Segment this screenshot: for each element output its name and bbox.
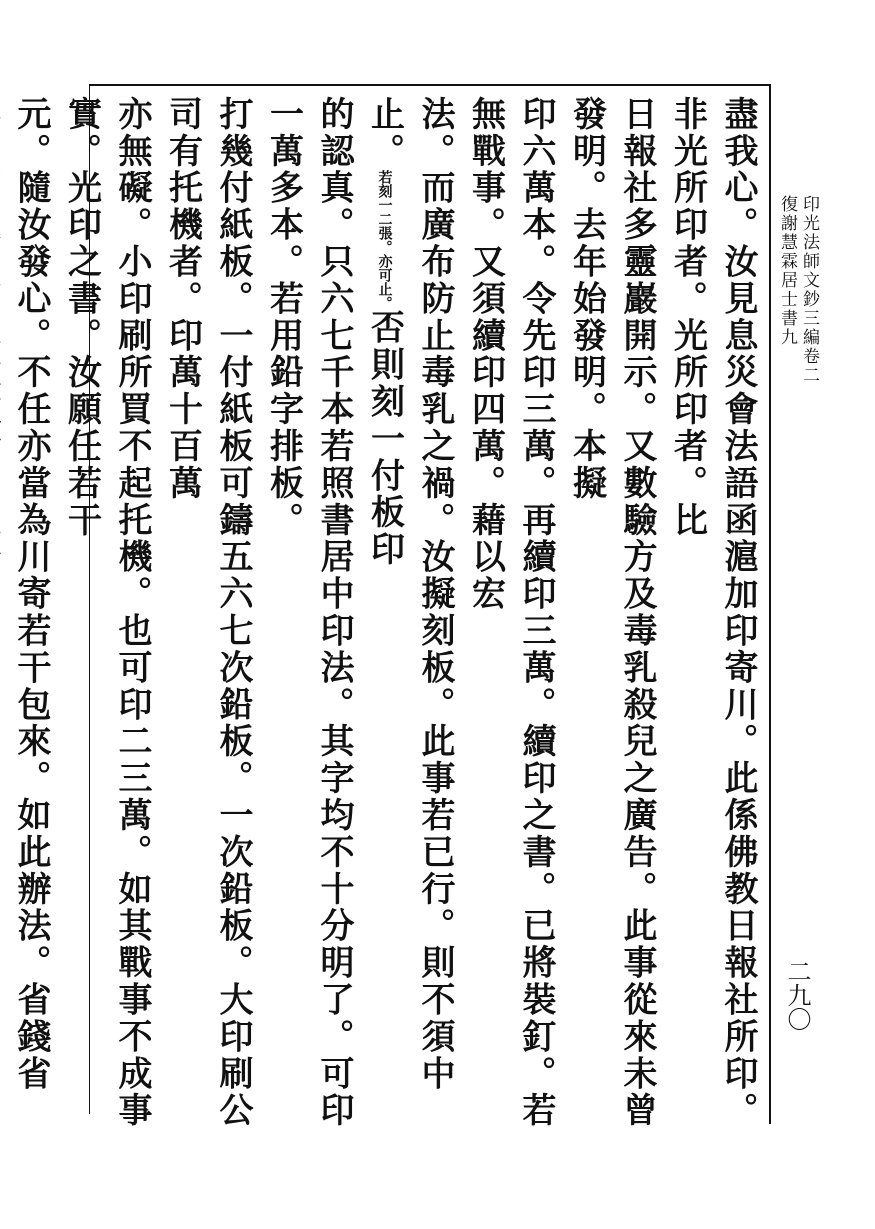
running-head [777,195,820,665]
text-column-4 [359,96,460,1132]
top-frame-rule [89,84,769,86]
text-column-5: 的認真。只六七千本若照書居中印法。其字均不十分明了。可印一萬多本。若用鉛字排板。 [263,96,354,1130]
text-column-6: 打幾付紙板。一付紙板可鑄五六七次鉛板。一次鉛板。大印刷公司有托機者。印萬十百萬 [162,96,253,1130]
page-number: 二九〇 [783,959,811,1031]
text-column-2: 日報社多靈巖開示。又數驗方及毒乳殺兒之廣告。此事從來未曾發明。去年始發明。本擬 [566,96,657,1130]
text-column-4-tail: 否則刻一付板印 [364,309,405,569]
text-column-4-main: 法。而廣布防止毒乳之禍。汝擬刻板。此事若已行。則不須中止。 [364,96,455,1093]
gutter-frame-rule [769,84,771,1124]
interlinear-note: 若刻一二張。亦可止。 [376,169,393,310]
text-column-8: 元。隨汝發心。不任亦當為川寄若干包來。如此辦法。省錢省 [11,96,51,1093]
text-column-1: 盡我心。汝見息災會法語函滬加印寄川。此係佛教日報社所印。非光所印者。光所印者。比 [667,96,758,1130]
text-column-7: 亦無礙。小印刷所買不起托機。也可印二三萬。如其戰事不成事實。光印之書。汝願任若干 [61,96,152,1130]
text-column-3: 印六萬本。令先印三萬。再續印三萬。續印之書。已將裝釘。若無戰事。又須續印四萬。藉以宏 [465,96,556,1130]
running-head-book: 印光法師文鈔三編卷二 [799,195,819,385]
body-text [11,96,763,1132]
running-head-section: 復謝慧霖居士書九 [777,195,797,347]
